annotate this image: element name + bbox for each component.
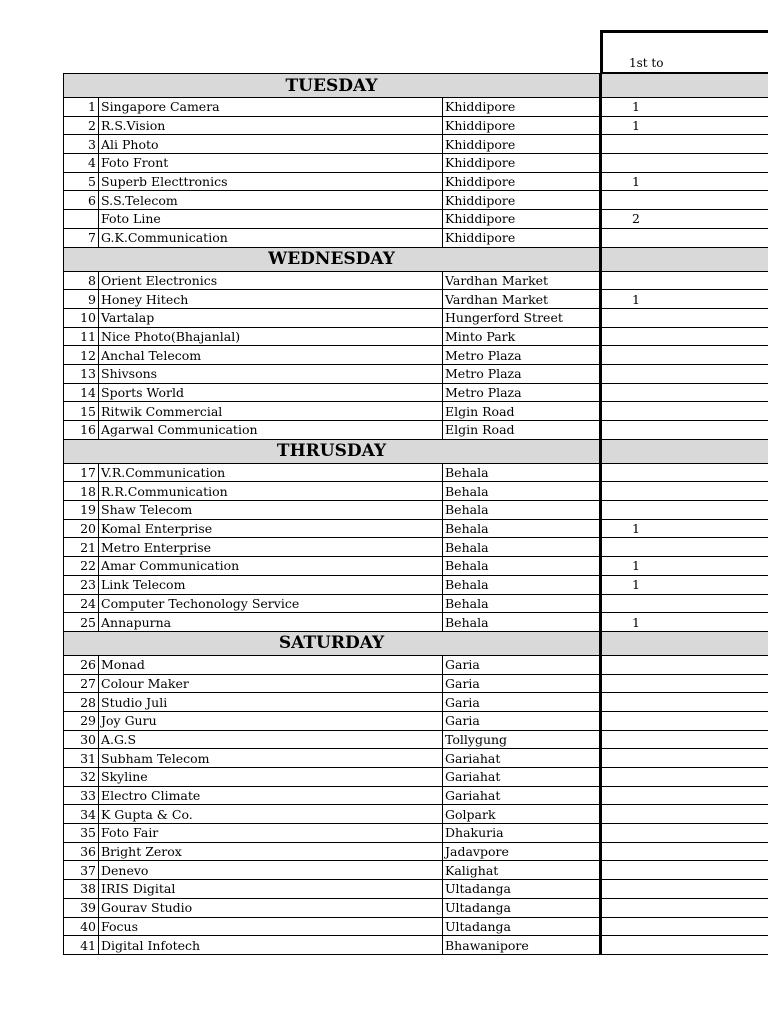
table-row — [64, 135, 768, 154]
serial-number-cell[interactable]: 14 — [64, 383, 99, 402]
shop-name-cell[interactable]: Nice Photo(Bhajanlal) — [99, 327, 443, 346]
location-cell[interactable]: Vardhan Market — [443, 271, 601, 290]
sale-value: 1 — [632, 99, 640, 115]
serial-number-cell[interactable]: 16 — [64, 421, 99, 440]
serial-number-cell[interactable]: 38 — [64, 880, 99, 899]
sale-value: 2 — [632, 211, 640, 227]
location-cell[interactable]: Behala — [443, 613, 601, 632]
sale-cell[interactable] — [601, 327, 768, 346]
shop-name-cell[interactable]: Gourav Studio — [99, 898, 443, 917]
sale-cell[interactable] — [601, 519, 768, 538]
sale-cell[interactable] — [601, 655, 768, 674]
shop-name-cell[interactable]: A.G.S — [99, 730, 443, 749]
location-cell[interactable]: Behala — [443, 575, 601, 594]
location-cell[interactable]: Khiddipore — [443, 191, 601, 210]
table-row — [64, 805, 768, 824]
serial-number-cell[interactable]: 23 — [64, 575, 99, 594]
table-row — [64, 327, 768, 346]
table-row — [64, 880, 768, 899]
sale-cell[interactable] — [601, 575, 768, 594]
location-cell[interactable]: Behala — [443, 482, 601, 501]
sale-cell[interactable] — [601, 824, 768, 843]
serial-number-cell[interactable]: 31 — [64, 749, 99, 768]
serial-number-cell[interactable]: 26 — [64, 655, 99, 674]
location-cell[interactable]: Elgin Road — [443, 402, 601, 421]
location-cell[interactable]: Behala — [443, 463, 601, 482]
sale-cell[interactable] — [601, 364, 768, 383]
sale-cell[interactable] — [601, 557, 768, 576]
shop-name-cell[interactable]: Colour Maker — [99, 674, 443, 693]
day-heading[interactable]: TUESDAY — [64, 74, 601, 98]
serial-number-cell[interactable]: 3 — [64, 135, 99, 154]
serial-number-cell[interactable]: 33 — [64, 786, 99, 805]
serial-number-cell[interactable]: 4 — [64, 154, 99, 173]
serial-number-cell[interactable]: 6 — [64, 191, 99, 210]
sale-cell[interactable] — [601, 936, 768, 955]
shop-name-cell[interactable]: Denevo — [99, 861, 443, 880]
serial-number-cell[interactable]: 11 — [64, 327, 99, 346]
sale-cell[interactable] — [601, 749, 768, 768]
sale-cell[interactable] — [601, 730, 768, 749]
location-cell[interactable]: Dhakuria — [443, 824, 601, 843]
sale-cell[interactable] — [601, 711, 768, 730]
location-cell[interactable]: Vardhan Market — [443, 290, 601, 309]
location-cell[interactable]: Minto Park — [443, 327, 601, 346]
shop-name-cell[interactable]: Bright Zerox — [99, 842, 443, 861]
serial-number-cell[interactable]: 8 — [64, 271, 99, 290]
table-row — [64, 172, 768, 191]
shop-name-cell[interactable]: Link Telecom — [99, 575, 443, 594]
sale-value: 1 — [632, 558, 640, 574]
sale-value: 1 — [632, 614, 640, 630]
location-cell[interactable]: Gariahat — [443, 749, 601, 768]
location-cell[interactable]: Khiddipore — [443, 135, 601, 154]
table-row — [64, 116, 768, 135]
shop-name-cell[interactable]: Ali Photo — [99, 135, 443, 154]
period-header: 1st to — [600, 53, 768, 73]
table-row — [64, 402, 768, 421]
sale-cell[interactable] — [601, 228, 768, 247]
sale-cell[interactable] — [601, 308, 768, 327]
table-row — [64, 557, 768, 576]
location-cell[interactable]: Khiddipore — [443, 98, 601, 117]
serial-number-cell[interactable]: 5 — [64, 172, 99, 191]
sale-cell[interactable] — [601, 421, 768, 440]
sale-cell[interactable] — [601, 805, 768, 824]
location-cell[interactable]: Behala — [443, 538, 601, 557]
sale-value: 1 — [632, 118, 640, 134]
shop-name-cell[interactable]: R.R.Communication — [99, 482, 443, 501]
table-row — [64, 613, 768, 632]
shop-name-cell[interactable]: Sports World — [99, 383, 443, 402]
location-cell[interactable]: Khiddipore — [443, 172, 601, 191]
sale-cell[interactable] — [601, 880, 768, 899]
serial-number-cell[interactable]: 34 — [64, 805, 99, 824]
serial-number-cell[interactable]: 19 — [64, 501, 99, 520]
table-row — [64, 693, 768, 712]
shop-name-cell[interactable]: K Gupta & Co. — [99, 805, 443, 824]
sale-cell[interactable] — [601, 191, 768, 210]
sale-cell[interactable] — [601, 172, 768, 191]
serial-number-cell[interactable]: 29 — [64, 711, 99, 730]
location-cell[interactable]: Metro Plaza — [443, 383, 601, 402]
sale-cell[interactable] — [601, 501, 768, 520]
sale-cell[interactable] — [601, 346, 768, 365]
shop-table-body — [64, 74, 768, 955]
shop-name-cell[interactable]: Annapurna — [99, 613, 443, 632]
sale-cell[interactable] — [601, 482, 768, 501]
shop-name-cell[interactable]: Focus — [99, 917, 443, 936]
serial-number-cell[interactable] — [64, 210, 99, 229]
shop-name-cell[interactable]: S.S.Telecom — [99, 191, 443, 210]
sale-cell[interactable] — [601, 135, 768, 154]
sale-cell[interactable] — [601, 538, 768, 557]
table-row — [64, 674, 768, 693]
sale-cell[interactable] — [601, 613, 768, 632]
table-row — [64, 936, 768, 955]
serial-number-cell[interactable]: 17 — [64, 463, 99, 482]
table-row — [64, 655, 768, 674]
location-cell[interactable]: Garia — [443, 655, 601, 674]
serial-number-cell[interactable]: 24 — [64, 594, 99, 613]
table-row — [64, 898, 768, 917]
serial-number-cell[interactable]: 27 — [64, 674, 99, 693]
day-header-row — [64, 247, 768, 271]
shop-name-cell[interactable]: G.K.Communication — [99, 228, 443, 247]
shop-name-cell[interactable]: Subham Telecom — [99, 749, 443, 768]
sale-cell[interactable] — [601, 98, 768, 117]
location-cell[interactable]: Metro Plaza — [443, 346, 601, 365]
day-sale-cell[interactable] — [601, 247, 768, 271]
table-row — [64, 575, 768, 594]
sale-header-top — [600, 30, 768, 54]
table-row — [64, 308, 768, 327]
serial-number-cell[interactable]: 9 — [64, 290, 99, 309]
table-row — [64, 861, 768, 880]
table-row — [64, 842, 768, 861]
location-cell[interactable]: Behala — [443, 501, 601, 520]
sale-cell[interactable] — [601, 290, 768, 309]
table-row — [64, 228, 768, 247]
sale-cell[interactable] — [601, 383, 768, 402]
location-cell[interactable]: Ultadanga — [443, 917, 601, 936]
serial-number-cell[interactable]: 32 — [64, 768, 99, 787]
serial-number-cell[interactable]: 13 — [64, 364, 99, 383]
table-row — [64, 768, 768, 787]
day-header-row — [64, 74, 768, 98]
day-sale-cell[interactable] — [601, 439, 768, 463]
location-cell[interactable]: Garia — [443, 693, 601, 712]
serial-number-cell[interactable]: 2 — [64, 116, 99, 135]
shop-name-cell[interactable]: Studio Juli — [99, 693, 443, 712]
location-cell[interactable]: Garia — [443, 711, 601, 730]
location-cell[interactable]: Garia — [443, 674, 601, 693]
location-cell[interactable]: Khiddipore — [443, 154, 601, 173]
shop-name-cell[interactable]: Foto Fair — [99, 824, 443, 843]
serial-number-cell[interactable]: 12 — [64, 346, 99, 365]
table-row — [64, 824, 768, 843]
location-cell[interactable]: Tollygung — [443, 730, 601, 749]
sale-cell[interactable] — [601, 768, 768, 787]
location-cell[interactable]: Khiddipore — [443, 228, 601, 247]
sale-cell[interactable] — [601, 402, 768, 421]
sale-cell[interactable] — [601, 271, 768, 290]
sale-cell[interactable] — [601, 594, 768, 613]
shop-name-cell[interactable]: Ritwik Commercial — [99, 402, 443, 421]
shop-name-cell[interactable]: Komal Enterprise — [99, 519, 443, 538]
day-sale-cell[interactable] — [601, 74, 768, 98]
serial-number-cell[interactable]: 40 — [64, 917, 99, 936]
table-row — [64, 730, 768, 749]
day-sale-cell[interactable] — [601, 631, 768, 655]
sale-value: 1 — [632, 291, 640, 307]
table-row — [64, 383, 768, 402]
serial-number-cell[interactable]: 30 — [64, 730, 99, 749]
day-header-row — [64, 631, 768, 655]
sale-cell[interactable] — [601, 463, 768, 482]
day-header-row — [64, 439, 768, 463]
location-cell[interactable]: Hungerford Street — [443, 308, 601, 327]
location-cell[interactable]: Jadavpore — [443, 842, 601, 861]
table-row — [64, 191, 768, 210]
shop-name-cell[interactable]: Joy Guru — [99, 711, 443, 730]
sale-cell[interactable] — [601, 210, 768, 229]
serial-number-cell[interactable]: 10 — [64, 308, 99, 327]
table-row — [64, 538, 768, 557]
location-cell[interactable]: Elgin Road — [443, 421, 601, 440]
shop-name-cell[interactable]: IRIS Digital — [99, 880, 443, 899]
shop-name-cell[interactable]: Singapore Camera — [99, 98, 443, 117]
serial-number-cell[interactable]: 20 — [64, 519, 99, 538]
serial-number-cell[interactable]: 28 — [64, 693, 99, 712]
sale-cell[interactable] — [601, 786, 768, 805]
sale-value: 1 — [632, 521, 640, 537]
shop-name-cell[interactable]: Metro Enterprise — [99, 538, 443, 557]
serial-number-cell[interactable]: 7 — [64, 228, 99, 247]
location-cell[interactable]: Behala — [443, 557, 601, 576]
shop-name-cell[interactable]: Anchal Telecom — [99, 346, 443, 365]
sale-cell[interactable] — [601, 116, 768, 135]
location-cell[interactable]: Ultadanga — [443, 880, 601, 899]
location-cell[interactable]: Kalighat — [443, 861, 601, 880]
table-row — [64, 364, 768, 383]
serial-number-cell[interactable]: 21 — [64, 538, 99, 557]
table-row — [64, 711, 768, 730]
location-cell[interactable]: Gariahat — [443, 768, 601, 787]
table-row — [64, 501, 768, 520]
shop-name-cell[interactable]: Agarwal Communication — [99, 421, 443, 440]
table-row — [64, 98, 768, 117]
location-cell[interactable]: Behala — [443, 519, 601, 538]
serial-number-cell[interactable]: 18 — [64, 482, 99, 501]
serial-number-cell[interactable]: 39 — [64, 898, 99, 917]
day-heading[interactable]: THRUSDAY — [64, 439, 601, 463]
sale-value: 1 — [632, 174, 640, 190]
location-cell[interactable]: Khiddipore — [443, 116, 601, 135]
shop-name-cell[interactable]: Digital Infotech — [99, 936, 443, 955]
table-row — [64, 786, 768, 805]
serial-number-cell[interactable]: 25 — [64, 613, 99, 632]
serial-number-cell[interactable]: 35 — [64, 824, 99, 843]
location-cell[interactable]: Metro Plaza — [443, 364, 601, 383]
shop-name-cell[interactable]: Vartalap — [99, 308, 443, 327]
shop-name-cell[interactable]: V.R.Communication — [99, 463, 443, 482]
shop-name-cell[interactable]: Amar Communication — [99, 557, 443, 576]
sale-cell[interactable] — [601, 674, 768, 693]
serial-number-cell[interactable]: 41 — [64, 936, 99, 955]
sale-cell[interactable] — [601, 861, 768, 880]
shop-name-cell[interactable]: Shaw Telecom — [99, 501, 443, 520]
table-row — [64, 421, 768, 440]
shop-table — [63, 73, 768, 955]
sale-cell[interactable] — [601, 898, 768, 917]
location-cell[interactable]: Khiddipore — [443, 210, 601, 229]
day-heading[interactable]: SATURDAY — [64, 631, 601, 655]
shop-name-cell[interactable]: Monad — [99, 655, 443, 674]
serial-number-cell[interactable]: 22 — [64, 557, 99, 576]
table-row — [64, 749, 768, 768]
location-cell[interactable]: Bhawanipore — [443, 936, 601, 955]
table-row — [64, 463, 768, 482]
sale-cell[interactable] — [601, 693, 768, 712]
shop-name-cell[interactable]: Superb Electtronics — [99, 172, 443, 191]
shop-name-cell[interactable]: Electro Climate — [99, 786, 443, 805]
serial-number-cell[interactable]: 15 — [64, 402, 99, 421]
table-row — [64, 917, 768, 936]
sale-cell[interactable] — [601, 154, 768, 173]
location-cell[interactable]: Ultadanga — [443, 898, 601, 917]
day-heading[interactable]: WEDNESDAY — [64, 247, 601, 271]
shop-name-cell[interactable]: Foto Line — [99, 210, 443, 229]
shop-name-cell[interactable]: Skyline — [99, 768, 443, 787]
table-row — [64, 519, 768, 538]
table-row — [64, 346, 768, 365]
sale-cell[interactable] — [601, 842, 768, 861]
location-cell[interactable]: Golpark — [443, 805, 601, 824]
shop-name-cell[interactable]: Shivsons — [99, 364, 443, 383]
shop-name-cell[interactable]: R.S.Vision — [99, 116, 443, 135]
serial-number-cell[interactable]: 36 — [64, 842, 99, 861]
location-cell[interactable]: Gariahat — [443, 786, 601, 805]
shop-name-cell[interactable]: Honey Hitech — [99, 290, 443, 309]
table-row — [64, 594, 768, 613]
sale-value: 1 — [632, 577, 640, 593]
table-row — [64, 154, 768, 173]
serial-number-cell[interactable]: 1 — [64, 98, 99, 117]
shop-name-cell[interactable]: Orient Electronics — [99, 271, 443, 290]
serial-number-cell[interactable]: 37 — [64, 861, 99, 880]
table-row — [64, 482, 768, 501]
table-row — [64, 210, 768, 229]
shop-name-cell[interactable]: Computer Techonology Service — [99, 594, 443, 613]
shop-name-cell[interactable]: Foto Front — [99, 154, 443, 173]
location-cell[interactable]: Behala — [443, 594, 601, 613]
table-row — [64, 271, 768, 290]
sale-cell[interactable] — [601, 917, 768, 936]
table-row — [64, 290, 768, 309]
